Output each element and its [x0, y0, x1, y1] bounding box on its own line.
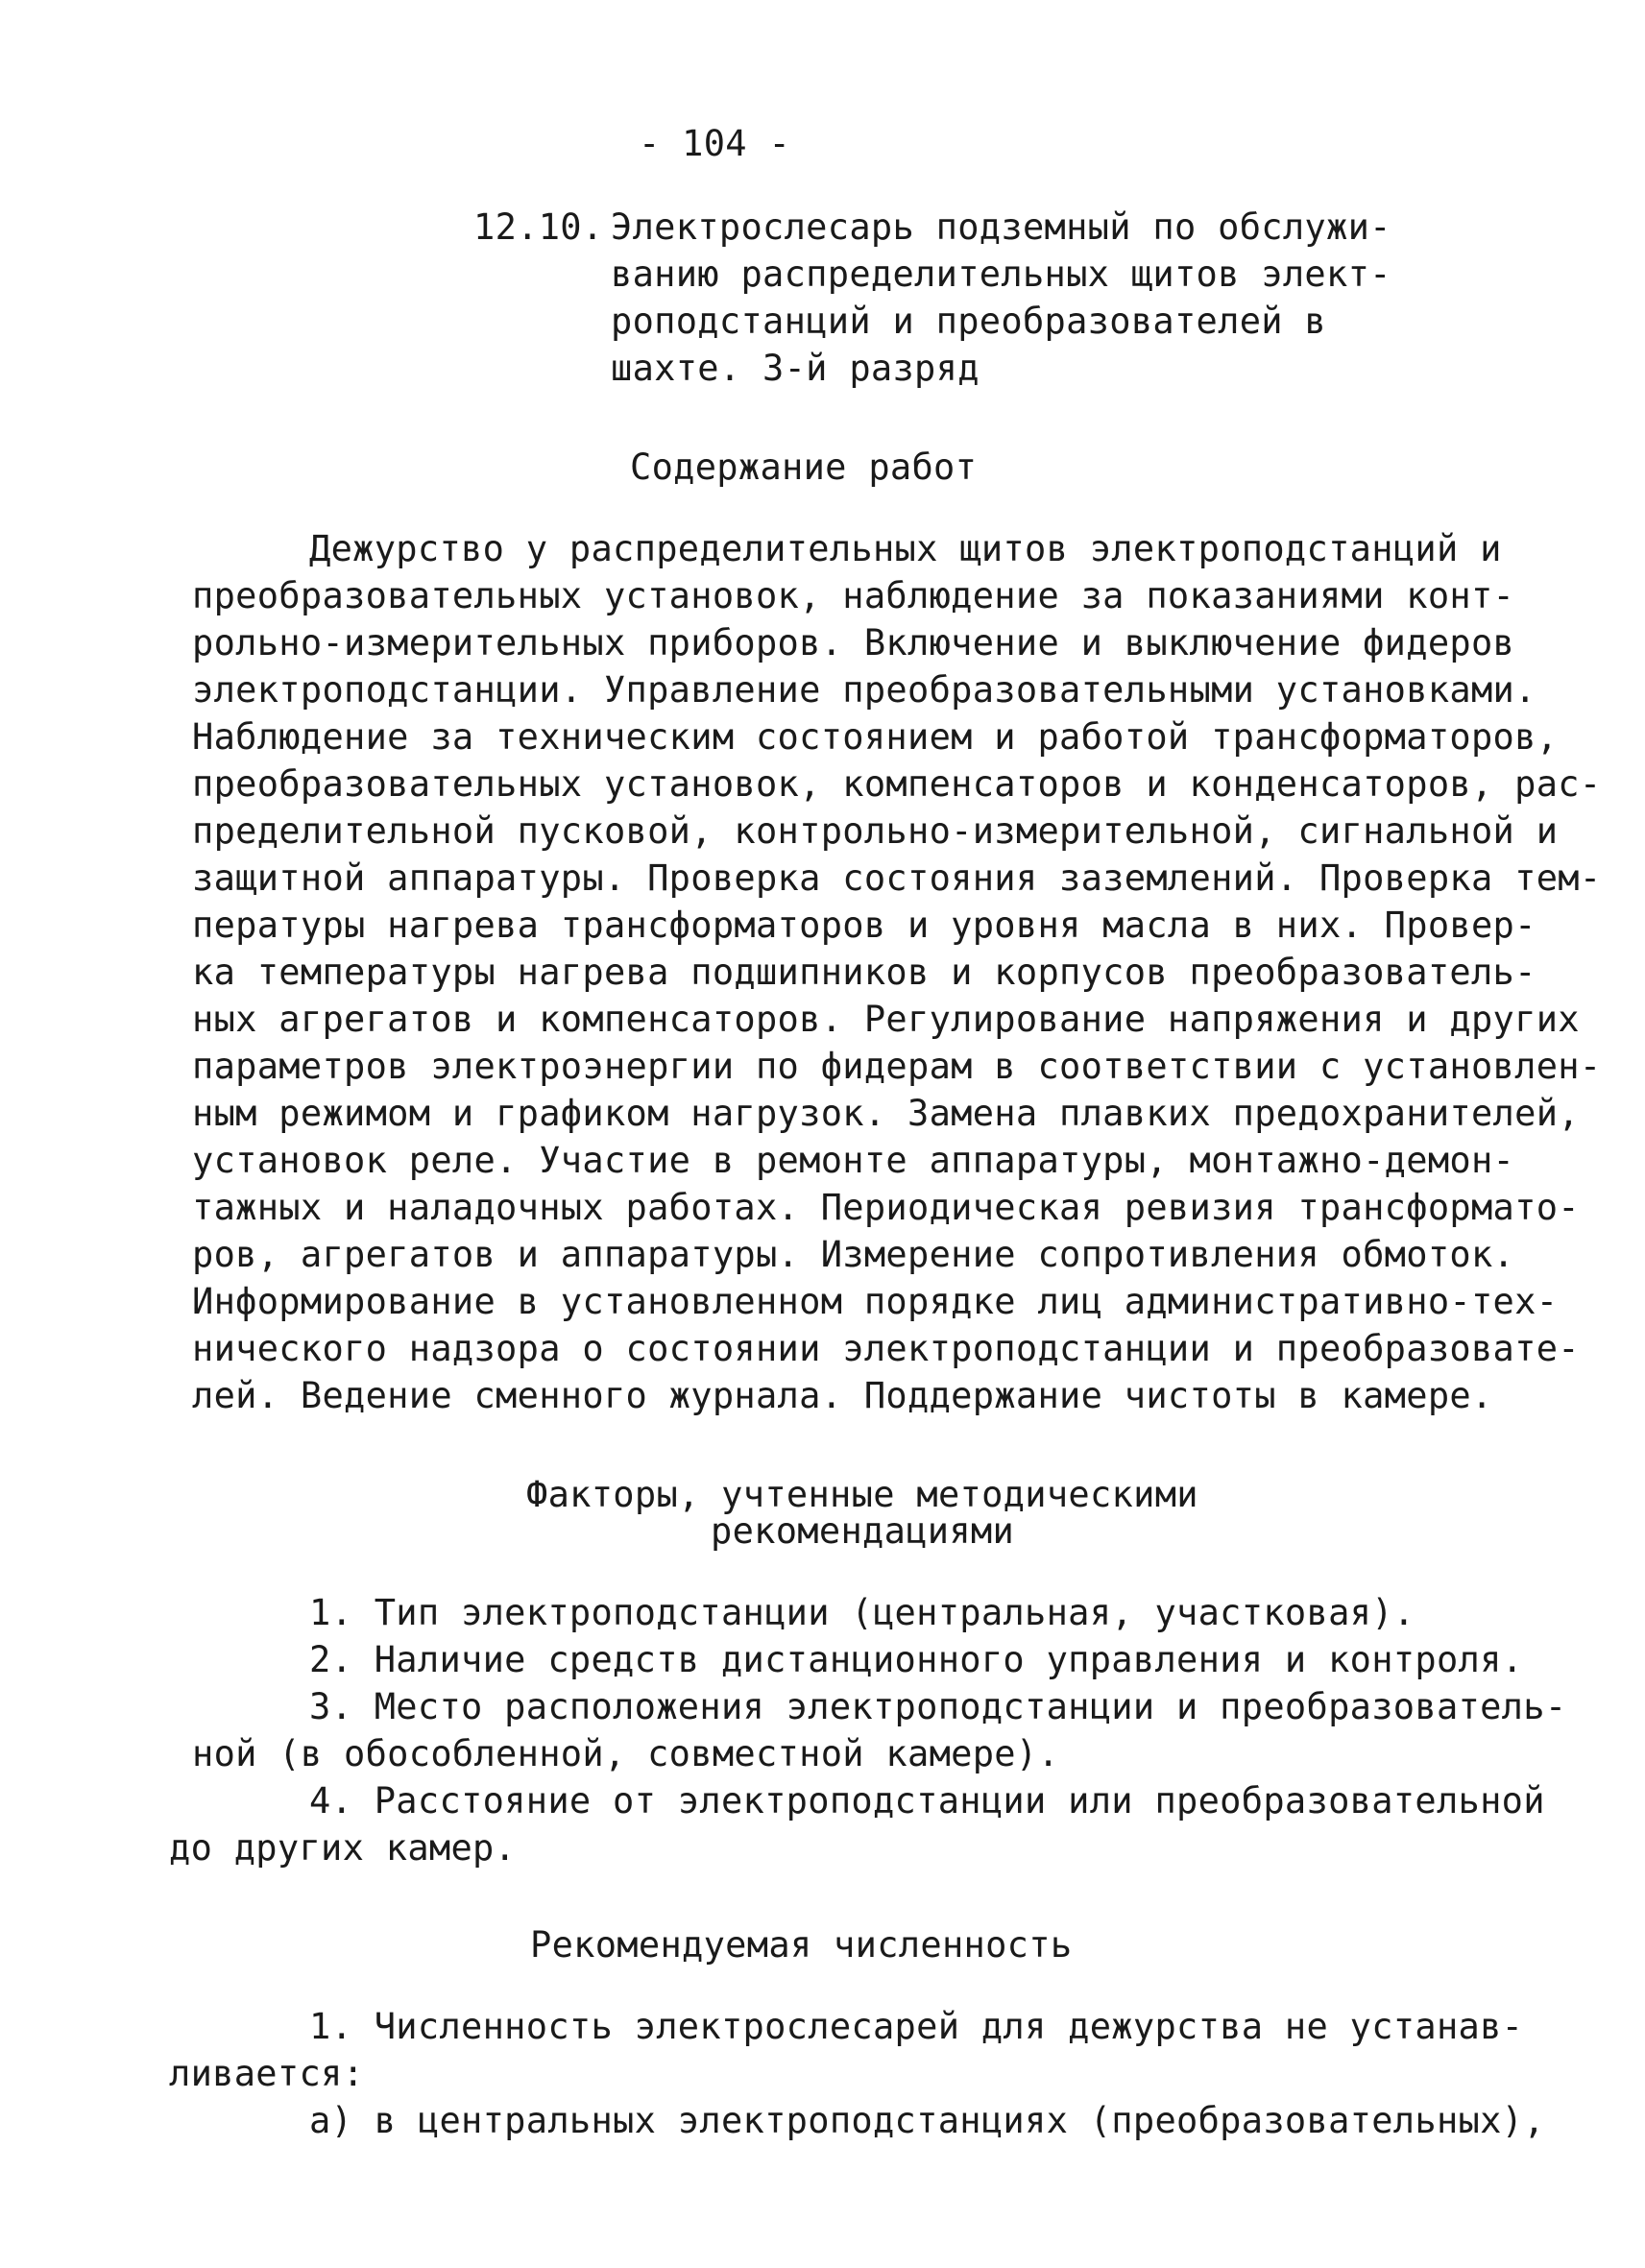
factor-line: 2. Наличие средств дистанционного управления и контроля. — [309, 1639, 1524, 1680]
content-line: преобразовательных установок, компенсаторов и конденсаторов, рас- — [192, 763, 1602, 805]
content-line: Наблюдение за техническим состоянием и работой трансформаторов, — [192, 716, 1559, 758]
content-line: лей. Ведение сменного журнала. Поддержание чистоты в камере. — [192, 1375, 1493, 1416]
section-title-line: ванию распределительных щитов элект- — [611, 253, 1391, 295]
content-line: установок реле. Участие в ремонте аппаратуры, монтажно-демон- — [192, 1140, 1515, 1181]
content-line: ров, агрегатов и аппаратуры. Измерение сопротивления обмоток. — [192, 1234, 1515, 1275]
content-line: тажных и наладочных работах. Периодическая ревизия трансформато- — [192, 1187, 1580, 1228]
content-line: электроподстанции. Управление преобразовательными установками. — [192, 669, 1536, 711]
content-line: ка температуры нагрева подшипников и корпусов преобразователь- — [192, 952, 1536, 993]
recommended-line: 1. Численность электрослесарей для дежурства не устанав- — [309, 2006, 1524, 2047]
content-line: нического надзора о состоянии электроподстанции и преобразовате- — [192, 1328, 1580, 1369]
factors-heading: Факторы, учтенные методическими — [526, 1474, 1198, 1515]
content-line: преобразовательных установок, наблюдение за показаниями конт- — [192, 575, 1515, 616]
content-line: ным режимом и графиком нагрузок. Замена плавких предохранителей, — [192, 1093, 1580, 1134]
section-title-line: роподстанций и преобразователей в — [611, 301, 1327, 342]
page-number: - 104 - — [639, 123, 791, 164]
factors-heading: рекомендациями — [711, 1510, 1015, 1552]
content-line: пературы нагрева трансформаторов и уровня масла в них. Провер- — [192, 905, 1536, 946]
content-line: параметров электроэнергии по фидерам в соответствии с установлен- — [192, 1046, 1602, 1087]
section-number: 12.10. — [473, 206, 604, 248]
content-line: защитной аппаратуры. Проверка состояния заземлений. Проверка тем- — [192, 857, 1602, 899]
recommended-line: а) в центральных электроподстанциях (преобразовательных), — [309, 2100, 1545, 2141]
factor-line: 3. Место расположения электроподстанции и преобразователь- — [309, 1686, 1567, 1727]
content-line: пределительной пусковой, контрольно-измерительной, сигнальной и — [192, 810, 1559, 852]
section-title-line: шахте. 3-й разряд — [611, 348, 980, 389]
content-line: ных агрегатов и компенсаторов. Регулирование напряжения и других — [192, 999, 1580, 1040]
factor-line: ной (в обособленной, совместной камере). — [192, 1733, 1060, 1774]
section-title-line: Электрослесарь подземный по обслужи- — [611, 206, 1391, 248]
content-heading: Содержание работ — [630, 446, 978, 488]
factor-line: до других камер. — [169, 1827, 517, 1869]
content-line: Информирование в установленном порядке лиц административно-тех- — [192, 1281, 1559, 1322]
factor-line: 4. Расстояние от электроподстанции или преобразовательной — [309, 1780, 1545, 1822]
content-line: Дежурство у распределительных щитов электроподстанций и — [309, 528, 1502, 569]
content-line: рольно-измерительных приборов. Включение и выключение фидеров — [192, 622, 1515, 664]
factor-line: 1. Тип электроподстанции (центральная, участковая). — [309, 1592, 1415, 1633]
recommended-heading: Рекомендуемая численность — [530, 1924, 1073, 1966]
recommended-line: ливается: — [169, 2053, 365, 2094]
